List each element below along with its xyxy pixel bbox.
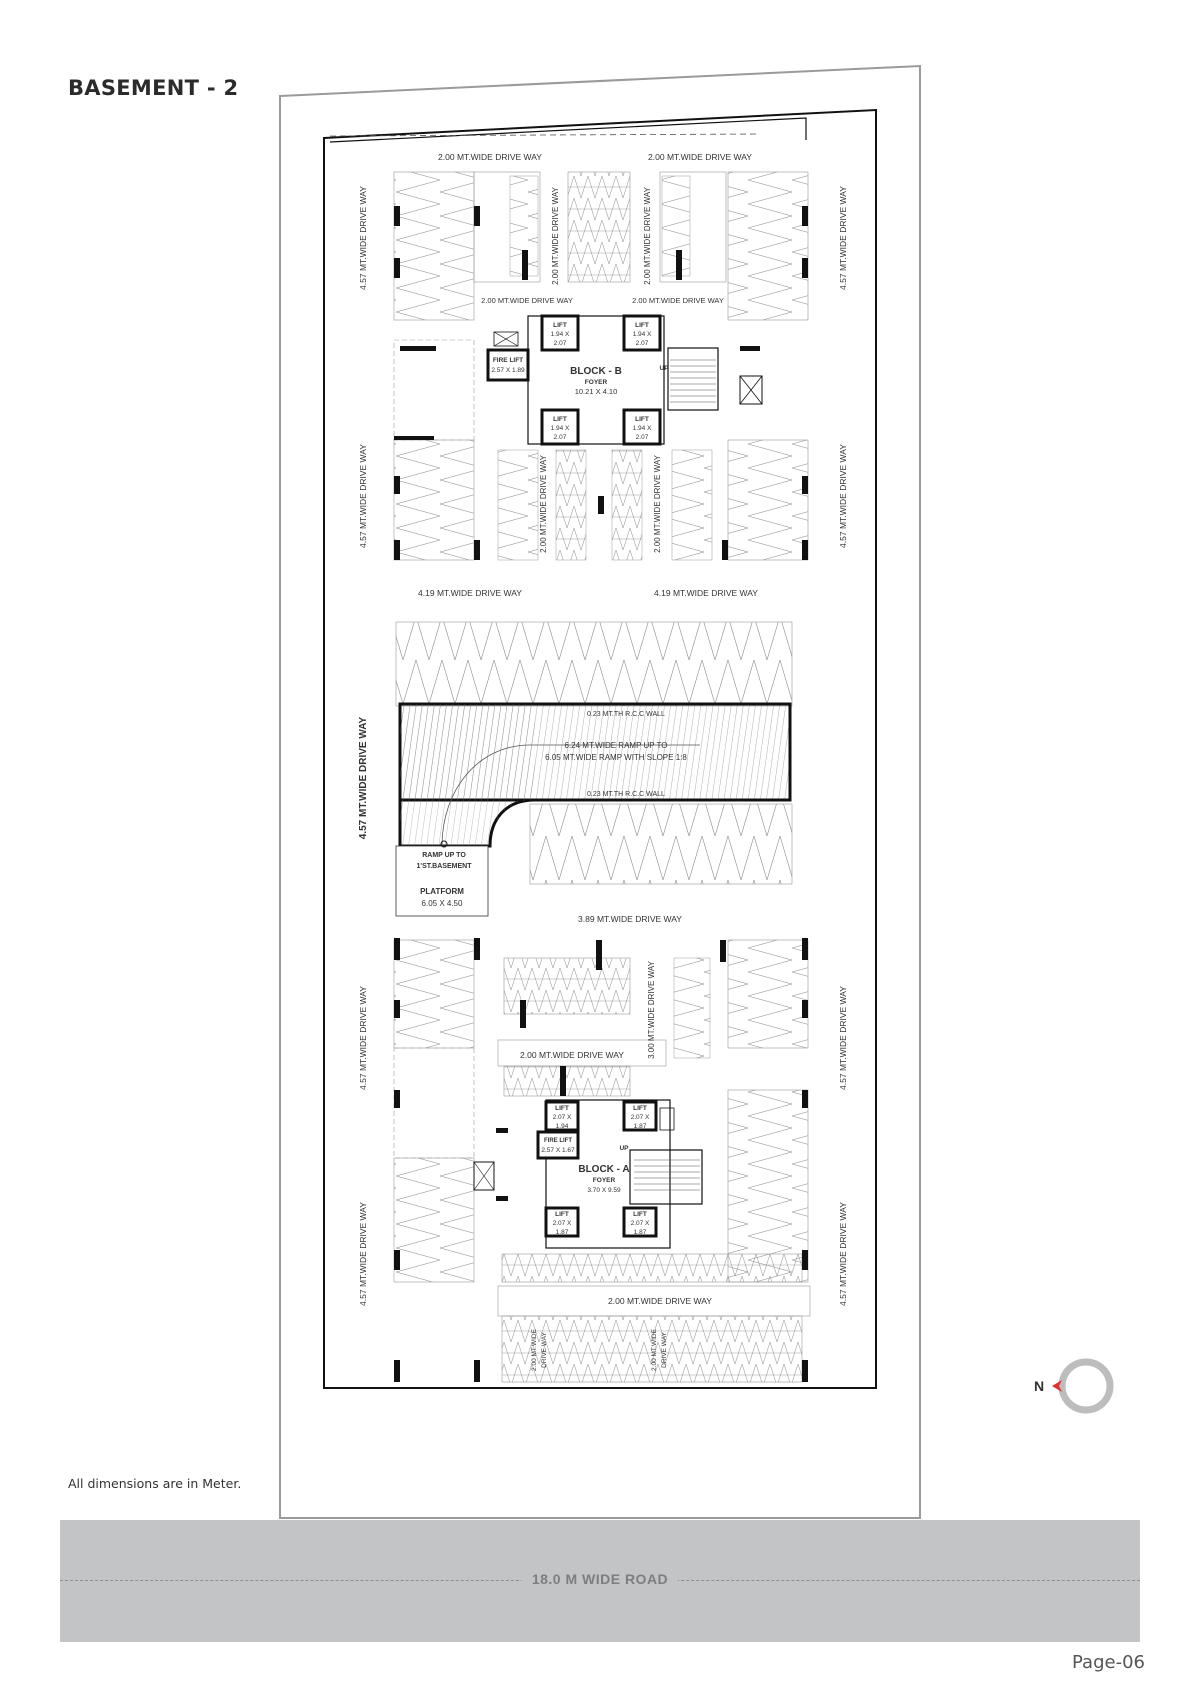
label-inner-drive-v1: 2.00 MT.WIDE DRIVE WAY [551, 187, 560, 285]
svg-text:1.94 X: 1.94 X [550, 425, 570, 432]
svg-text:3.70 X 9.59: 3.70 X 9.59 [587, 1187, 621, 1194]
north-indicator [1030, 1356, 1116, 1418]
label-side-drive-9: 4.57 MT.WIDE DRIVE WAY [838, 1202, 848, 1306]
label-inner-drive-h1: 2.00 MT.WIDE DRIVE WAY [481, 296, 573, 305]
label-side-drive-2: 4.57 MT.WIDE DRIVE WAY [358, 444, 368, 548]
block-a-fire-lift [538, 1132, 578, 1158]
svg-text:2.57 X 1.89: 2.57 X 1.89 [491, 367, 525, 374]
compass-icon [1030, 1356, 1116, 1418]
label-inner-drive-v3: 2.00 MT.WIDE DRIVE WAY [539, 455, 548, 553]
label-bottom-short-drive-2b: DRIVE WAY [661, 1332, 668, 1368]
svg-text:2.57 X 1.67: 2.57 X 1.67 [541, 1147, 575, 1154]
page-title: BASEMENT - 2 [68, 76, 239, 100]
svg-text:2.07: 2.07 [553, 340, 567, 347]
svg-text:2.07: 2.07 [553, 434, 567, 441]
dimensions-note: All dimensions are in Meter. [68, 1476, 242, 1491]
parking-zone-b-upper-right [728, 172, 808, 320]
parking-zone-b-upper-left [394, 172, 474, 320]
label-block-a-lift-3: LIFT [555, 1211, 569, 1218]
label-block-a: BLOCK - A [578, 1164, 630, 1175]
label-inner-drive-h2: 2.00 MT.WIDE DRIVE WAY [632, 296, 724, 305]
svg-text:2.07 X: 2.07 X [552, 1114, 572, 1121]
label-ramp-up: RAMP UP TO [422, 852, 466, 859]
svg-text:2.07: 2.07 [635, 434, 649, 441]
block-b-fire-lift [488, 350, 528, 380]
label-bottom-short-drive-1b: DRIVE WAY [541, 1332, 548, 1368]
label-bottom-short-drive-2a: 2.00 MT.WIDE [651, 1329, 658, 1371]
label-side-drive-7: 4.57 MT.WIDE DRIVE WAY [838, 444, 848, 548]
label-side-drive-6: 4.57 MT.WIDE DRIVE WAY [838, 186, 848, 290]
svg-text:2.07 X: 2.07 X [552, 1220, 572, 1227]
label-side-drive-8: 4.57 MT.WIDE DRIVE WAY [838, 986, 848, 1090]
label-inner-drive-v4: 2.00 MT.WIDE DRIVE WAY [653, 455, 662, 553]
parking-zone-ramp-top [396, 622, 792, 706]
label-platform: PLATFORM [420, 887, 464, 896]
label-side-drive-4: 4.57 MT.WIDE DRIVE WAY [358, 986, 368, 1090]
page-number: Page-06 [1072, 1652, 1145, 1673]
label-block-a-lift-2: LIFT [633, 1105, 647, 1112]
svg-text:6.05 X 4.50: 6.05 X 4.50 [421, 899, 463, 908]
svg-text:2.07 X: 2.07 X [630, 1114, 650, 1121]
label-block-b-lift-1: LIFT [553, 322, 567, 329]
label-block-a-up: UP [619, 1145, 629, 1152]
label-ramp-wall-top: 0.23 MT.TH R.C.C WALL [587, 711, 665, 718]
label-block-a-drive-vertical: 3.00 MT.WIDE DRIVE WAY [647, 961, 656, 1059]
label-bottom-drive: 2.00 MT.WIDE DRIVE WAY [608, 1296, 712, 1306]
parking-zone-a-lower-right [728, 1090, 808, 1282]
parking-zone-ramp-bottom [530, 804, 792, 884]
svg-text:FOYER: FOYER [584, 379, 608, 386]
label-block-b-lift-4: LIFT [635, 416, 649, 423]
road-strip [60, 1520, 1140, 1642]
label-block-a-lift-1: LIFT [555, 1105, 569, 1112]
label-lower-drive: 3.89 MT.WIDE DRIVE WAY [578, 914, 682, 924]
label-side-drive-3: 4.57 MT.WIDE DRIVE WAY [358, 716, 369, 840]
svg-text:10.21 X 4.10: 10.21 X 4.10 [574, 387, 618, 396]
svg-text:2.07: 2.07 [635, 340, 649, 347]
svg-text:1'ST.BASEMENT: 1'ST.BASEMENT [416, 863, 472, 870]
label-ramp-text-2: 6.05 MT.WIDE RAMP WITH SLOPE 1:8 [545, 753, 687, 762]
north-label: N [1034, 1378, 1045, 1394]
svg-text:2.07 X: 2.07 X [630, 1220, 650, 1227]
road-label: 18.0 M WIDE ROAD [522, 1571, 678, 1587]
label-bottom-short-drive-1a: 2.00 MT.WIDE [531, 1329, 538, 1371]
svg-text:1.94: 1.94 [555, 1123, 569, 1130]
svg-text:1.87: 1.87 [633, 1229, 647, 1236]
label-block-b-fire-lift: FIRE LIFT [492, 357, 524, 364]
label-ramp-text-1: 6.24 MT.WIDE RAMP UP TO [564, 741, 668, 750]
parking-zone-b-lower-left [394, 440, 474, 560]
label-block-b: BLOCK - B [570, 366, 622, 377]
label-block-a-drive: 2.00 MT.WIDE DRIVE WAY [520, 1050, 624, 1060]
label-top-drive-left: 2.00 MT.WIDE DRIVE WAY [438, 152, 542, 162]
svg-text:1.87: 1.87 [555, 1229, 569, 1236]
label-side-drive-5: 4.57 MT.WIDE DRIVE WAY [358, 1202, 368, 1306]
label-mid-drive-left: 4.19 MT.WIDE DRIVE WAY [418, 588, 522, 598]
svg-text:1.87: 1.87 [633, 1123, 647, 1130]
label-top-drive-right: 2.00 MT.WIDE DRIVE WAY [648, 152, 752, 162]
label-side-drive-1: 4.57 MT.WIDE DRIVE WAY [358, 186, 368, 290]
label-block-a-fire-lift: FIRE LIFT [544, 1138, 572, 1144]
svg-text:1.94 X: 1.94 X [632, 331, 652, 338]
label-mid-drive-right: 4.19 MT.WIDE DRIVE WAY [654, 588, 758, 598]
label-block-b-lift-2: LIFT [635, 322, 649, 329]
svg-text:FOYER: FOYER [592, 1177, 616, 1184]
parking-zone-a-lower-left [394, 1158, 474, 1282]
label-block-b-up: UP [659, 365, 669, 372]
parking-zone-b-lower-right [728, 440, 808, 560]
svg-text:1.94 X: 1.94 X [550, 331, 570, 338]
label-inner-drive-v2: 2.00 MT.WIDE DRIVE WAY [643, 187, 652, 285]
parking-zone-a-upper-right [728, 940, 808, 1048]
parking-zone-a-upper-left [394, 940, 474, 1048]
label-block-a-lift-4: LIFT [633, 1211, 647, 1218]
label-block-b-lift-3: LIFT [553, 416, 567, 423]
svg-text:1.94 X: 1.94 X [632, 425, 652, 432]
label-ramp-wall-bottom: 0.23 MT.TH R.C.C WALL [587, 791, 665, 798]
